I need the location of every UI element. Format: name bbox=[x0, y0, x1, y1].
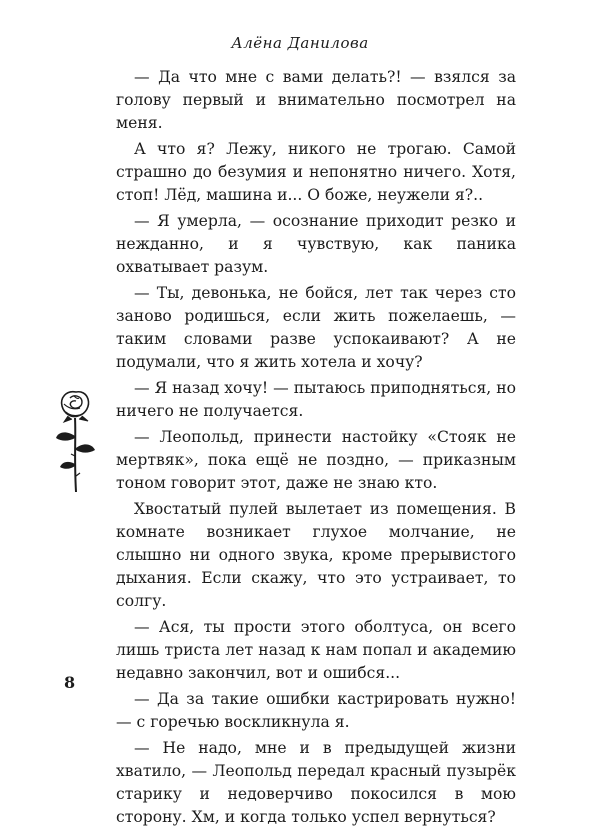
paragraph: — Я назад хочу! — пытаюсь приподняться, но ничего не получается. bbox=[116, 379, 516, 420]
paragraph: Хвостатый пулей вылетает из помещения. В комнате возникает глухое молчание, не слышно ни одного звука, кроме прерывистого дыхания. Если скажу, что это устраивает, то солгу. bbox=[116, 500, 516, 610]
paragraph: — Да что мне с вами делать?! — взялся за голову первый и внимательно посмотрел на меня. bbox=[116, 68, 516, 132]
body-text bbox=[116, 66, 516, 832]
page-header-author: Алёна Данилова bbox=[231, 34, 369, 52]
page-number: 8 bbox=[64, 673, 76, 692]
paragraph: — Ты, девонька, не бойся, лет так через сто заново родишься, если жить пожелаешь, — таким словами разве успокаивают? А не подумали, что я жить хотела и хочу? bbox=[116, 284, 516, 371]
paragraph: — Да за такие ошибки кастрировать нужно! — с горечью воскликнула я. bbox=[116, 690, 516, 731]
paragraph: — Ася, ты прости этого оболтуса, он всего лишь триста лет назад к нам попал и академию недавно закончил, вот и ошибся... bbox=[116, 618, 516, 682]
rose-icon bbox=[52, 386, 100, 496]
paragraph: — Я умерла, — осознание приходит резко и нежданно, и я чувствую, как паника охватывает разум. bbox=[116, 212, 516, 276]
paragraph: — Не надо, мне и в предыдущей жизни хватило, — Леопольд передал красный пузырёк старику и недоверчиво покосился в мою сторону. Хм, и когда только успел вернуться? bbox=[116, 739, 516, 826]
paragraph: А что я? Лежу, никого не трогаю. Самой страшно до безумия и непонятно ничего. Хотя, стоп! Лёд, машина и... О боже, неужели я?.. bbox=[116, 140, 516, 204]
paragraph: — Леопольд, принести настойку «Стояк не мертвяк», пока ещё не поздно, — приказным тоном говорит этот, даже не знаю кто. bbox=[116, 428, 516, 492]
